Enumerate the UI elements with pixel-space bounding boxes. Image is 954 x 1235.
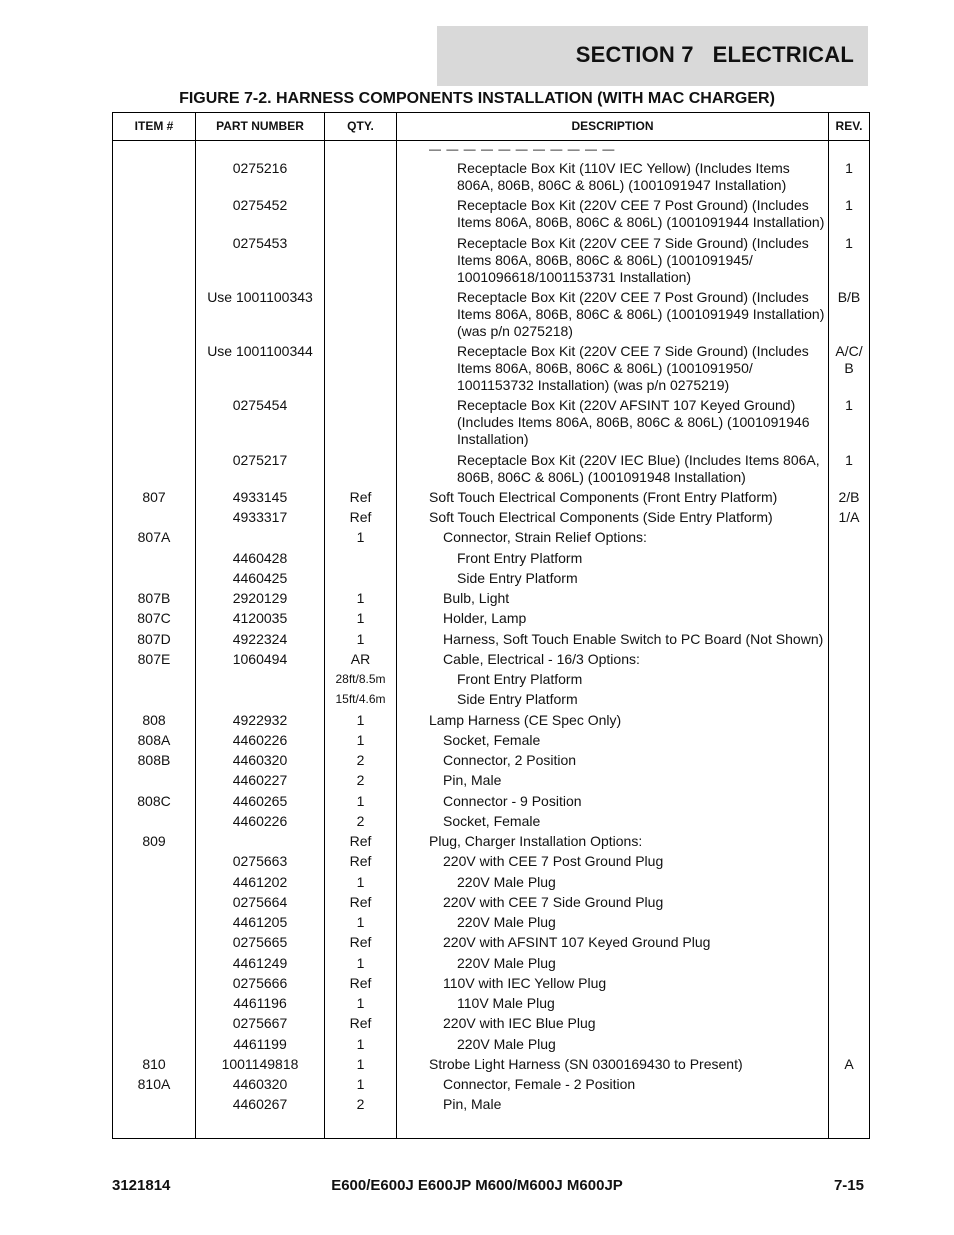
part-number: 4461199 bbox=[233, 1035, 287, 1052]
part-number: 4460320 bbox=[232, 752, 288, 768]
description-line: Connector, Strain Relief Options: bbox=[443, 529, 647, 546]
description-line: Connector - 9 Position bbox=[443, 792, 582, 809]
description-line: 220V Male Plug bbox=[457, 873, 556, 890]
page-number: 7-15 bbox=[833, 1177, 864, 1194]
item-number: 810 bbox=[142, 1055, 166, 1072]
part-number: 4460428 bbox=[232, 549, 288, 566]
revision-line: 1 bbox=[845, 197, 853, 214]
header-divider bbox=[113, 140, 869, 141]
description bbox=[457, 289, 827, 340]
revision-line: B bbox=[844, 360, 854, 376]
part-number: 4461205 bbox=[232, 914, 288, 930]
revision-line: 1 bbox=[845, 160, 853, 176]
part-number: 4120035 bbox=[232, 610, 288, 627]
description-line: Bulb, Light bbox=[443, 590, 510, 606]
description bbox=[429, 489, 825, 506]
description bbox=[443, 651, 827, 668]
quantity: Ref bbox=[349, 1015, 372, 1032]
description-line: Receptacle Box Kit (220V AFSINT 107 Keyed Ground) bbox=[457, 397, 796, 414]
revision bbox=[829, 235, 869, 252]
quantity: 1 bbox=[356, 630, 365, 647]
description bbox=[429, 1056, 825, 1073]
revision bbox=[829, 160, 869, 177]
revision-line: 1/A bbox=[838, 509, 860, 525]
quantity: 1 bbox=[356, 590, 365, 606]
description bbox=[457, 874, 827, 891]
description-line: Pin, Male bbox=[443, 1096, 502, 1113]
description-line: Harness, Soft Touch Enable Switch to PC Board (Not Shown) bbox=[443, 630, 824, 647]
revision bbox=[829, 1056, 869, 1073]
revision-line: 1 bbox=[845, 451, 853, 468]
quantity: 2 bbox=[356, 1096, 365, 1113]
revision bbox=[829, 489, 869, 506]
description bbox=[429, 833, 825, 850]
part-number: 4922932 bbox=[232, 711, 288, 728]
quantity: 1 bbox=[356, 873, 365, 890]
quantity: 1 bbox=[356, 529, 365, 546]
part-number: 0275454 bbox=[232, 397, 288, 414]
quantity: Ref bbox=[349, 974, 372, 991]
description bbox=[443, 732, 827, 749]
description-line: (was p/n 0275218) bbox=[457, 322, 573, 339]
description bbox=[457, 1036, 827, 1053]
description bbox=[457, 570, 827, 587]
description-line: Items 806A, 806B, 806C & 806L) (1001091944 Installation) bbox=[457, 214, 825, 231]
description bbox=[457, 691, 827, 708]
model-list: E600/E600J E600JP M600/M600J M600JP bbox=[331, 1177, 623, 1194]
description-line: 110V with IEC Yellow Plug bbox=[443, 974, 607, 991]
item-number: 810A bbox=[137, 1076, 171, 1092]
item-number: 808B bbox=[137, 752, 171, 768]
part-number: 2920129 bbox=[232, 590, 288, 606]
header-item: ITEM # bbox=[134, 119, 174, 133]
description-line: Front Entry Platform bbox=[457, 671, 583, 687]
description bbox=[443, 934, 827, 951]
description-line: Side Entry Platform bbox=[457, 569, 578, 586]
item-number: 808A bbox=[137, 731, 171, 748]
revision bbox=[829, 197, 869, 214]
part-number: 0275453 bbox=[232, 234, 288, 251]
part-number: 1060494 bbox=[232, 650, 288, 667]
quantity: 15ft/4.6m bbox=[335, 692, 386, 707]
part-number: 0275664 bbox=[232, 893, 288, 910]
description bbox=[457, 160, 827, 194]
description-line: 220V with IEC Blue Plug bbox=[443, 1015, 596, 1032]
description-line: Socket, Female bbox=[443, 731, 541, 748]
description-line: (Includes Items 806A, 806B, 806C & 806L) (1001091946 bbox=[457, 414, 810, 431]
revision-line: 1 bbox=[845, 397, 853, 414]
description bbox=[457, 671, 827, 688]
item-number: 807A bbox=[137, 529, 171, 546]
part-number: Use 1001100343 bbox=[207, 288, 313, 305]
description bbox=[443, 1015, 827, 1032]
section-title: SECTION 7 ELECTRICAL bbox=[575, 42, 854, 67]
column-divider bbox=[828, 113, 829, 1138]
quantity: AR bbox=[350, 650, 371, 667]
description-line: 220V Male Plug bbox=[457, 954, 556, 971]
part-number: 4460320 bbox=[232, 1076, 288, 1092]
description bbox=[443, 772, 827, 789]
description bbox=[443, 894, 827, 911]
part-number: 4922324 bbox=[232, 630, 288, 647]
description-line: Side Entry Platform bbox=[457, 691, 578, 708]
description-line: Receptacle Box Kit (220V IEC Blue) (Includes Items 806A, bbox=[457, 451, 820, 468]
description bbox=[457, 452, 827, 486]
description-line: Pin, Male bbox=[443, 772, 502, 789]
description-line: Front Entry Platform bbox=[457, 549, 583, 566]
quantity: 2 bbox=[356, 772, 365, 789]
description bbox=[443, 1096, 827, 1113]
description-line: Plug, Charger Installation Options: bbox=[429, 833, 643, 849]
quantity: Ref bbox=[349, 509, 372, 525]
description-line: Receptacle Box Kit (220V CEE 7 Post Ground) (Includes bbox=[457, 288, 809, 305]
header-qty: QTY. bbox=[347, 119, 374, 133]
quantity: 1 bbox=[356, 954, 365, 971]
part-number: 0275667 bbox=[232, 1015, 288, 1032]
quantity: Ref bbox=[349, 853, 372, 870]
part-number: 0275665 bbox=[232, 934, 288, 951]
description-line: Soft Touch Electrical Components (Front Entry Platform) bbox=[429, 488, 778, 505]
parts-table bbox=[112, 112, 870, 1139]
revision-line: 2/B bbox=[838, 488, 860, 505]
section-banner bbox=[437, 26, 868, 86]
description-line: Receptacle Box Kit (220V CEE 7 Side Ground) (Includes bbox=[457, 343, 809, 359]
description-line: Receptacle Box Kit (220V CEE 7 Post Ground) (Includes bbox=[457, 197, 809, 214]
header-part-number: PART NUMBER bbox=[216, 119, 304, 133]
quantity: 1 bbox=[356, 610, 365, 627]
quantity: 1 bbox=[356, 1055, 365, 1072]
separator-line: — — — — — — — — — — — bbox=[429, 142, 616, 156]
description-line: Socket, Female bbox=[443, 812, 541, 829]
description bbox=[457, 955, 827, 972]
quantity: 2 bbox=[356, 752, 365, 768]
part-number: 4461202 bbox=[232, 873, 288, 890]
part-number: 4461196 bbox=[233, 995, 287, 1011]
description bbox=[457, 197, 827, 231]
description-line: 220V with CEE 7 Post Ground Plug bbox=[443, 853, 664, 870]
quantity: 1 bbox=[356, 914, 365, 930]
part-number: 4461249 bbox=[232, 954, 288, 971]
revision-line: A/C/ bbox=[835, 343, 863, 359]
part-number: 4460265 bbox=[232, 792, 288, 809]
description bbox=[443, 1076, 827, 1093]
part-number: 0275666 bbox=[232, 974, 288, 991]
part-number: 0275216 bbox=[232, 160, 288, 176]
description-line: Connector, Female - 2 Position bbox=[443, 1076, 636, 1092]
revision bbox=[829, 343, 869, 377]
description-line: 220V with AFSINT 107 Keyed Ground Plug bbox=[443, 934, 711, 951]
item-number: 807D bbox=[137, 630, 171, 647]
description bbox=[443, 853, 827, 870]
description-line: 806B, 806C & 806L) (1001091948 Installation) bbox=[457, 468, 746, 485]
header-rev: REV. bbox=[835, 119, 863, 133]
quantity: 1 bbox=[356, 1035, 365, 1052]
description bbox=[457, 343, 827, 394]
item-number: 808 bbox=[142, 711, 166, 728]
quantity: 1 bbox=[356, 711, 365, 728]
description bbox=[443, 631, 827, 648]
part-number: 4460227 bbox=[232, 772, 288, 789]
part-number: 0275217 bbox=[232, 451, 288, 468]
description bbox=[457, 550, 827, 567]
revision bbox=[829, 397, 869, 414]
description-line: Holder, Lamp bbox=[443, 610, 527, 627]
revision-line: B/B bbox=[837, 288, 861, 305]
description-line: Installation) bbox=[457, 431, 529, 448]
description-line: Soft Touch Electrical Components (Side Entry Platform) bbox=[429, 509, 773, 525]
revision-line: 1 bbox=[845, 234, 853, 251]
description-line: 806A, 806B, 806C & 806L) (1001091947 Installation) bbox=[457, 177, 787, 193]
description bbox=[443, 975, 827, 992]
quantity: Ref bbox=[349, 893, 372, 910]
description bbox=[457, 397, 827, 448]
description-line: 220V Male Plug bbox=[457, 914, 556, 930]
quantity: 1 bbox=[356, 731, 365, 748]
description-line: 220V Male Plug bbox=[457, 1035, 556, 1052]
description-line: Items 806A, 806B, 806C & 806L) (1001091945/ bbox=[457, 251, 753, 268]
description bbox=[443, 813, 827, 830]
part-number: 4460226 bbox=[232, 812, 288, 829]
quantity: Ref bbox=[349, 488, 372, 505]
quantity: Ref bbox=[349, 833, 372, 849]
revision bbox=[829, 452, 869, 469]
description-line: Strobe Light Harness (SN 0300169430 to Present) bbox=[429, 1055, 743, 1072]
part-number: 4460425 bbox=[232, 569, 288, 586]
revision bbox=[829, 509, 869, 526]
part-number: 0275452 bbox=[232, 197, 288, 214]
quantity: 1 bbox=[356, 792, 365, 809]
revision-line: A bbox=[844, 1055, 854, 1072]
description-line: Receptacle Box Kit (220V CEE 7 Side Ground) (Includes bbox=[457, 234, 809, 251]
quantity: Ref bbox=[349, 934, 372, 951]
item-number: 807E bbox=[137, 650, 171, 667]
item-number: 807C bbox=[137, 610, 171, 627]
doc-number: 3121814 bbox=[112, 1177, 171, 1194]
part-number: Use 1001100344 bbox=[207, 343, 313, 359]
description bbox=[443, 793, 827, 810]
description-line: Items 806A, 806B, 806C & 806L) (1001091949 Installation) bbox=[457, 305, 825, 322]
part-number: 0275663 bbox=[232, 853, 288, 870]
part-number: 4933317 bbox=[232, 509, 288, 525]
description-line: 1001096618/1001153731 Installation) bbox=[457, 268, 692, 285]
description-line: Connector, 2 Position bbox=[443, 752, 577, 768]
description bbox=[429, 509, 825, 526]
description bbox=[443, 610, 827, 627]
part-number: 4460226 bbox=[232, 731, 288, 748]
description bbox=[457, 995, 827, 1012]
description-line: Cable, Electrical - 16/3 Options: bbox=[443, 650, 640, 667]
description-line: 1001153732 Installation) (was p/n 0275219) bbox=[457, 377, 730, 393]
description bbox=[429, 712, 825, 729]
revision bbox=[829, 289, 869, 306]
header-description: DESCRIPTION bbox=[571, 119, 654, 133]
quantity: 28ft/8.5m bbox=[335, 672, 386, 686]
description bbox=[443, 529, 827, 546]
description-line: Items 806A, 806B, 806C & 806L) (1001091950/ bbox=[457, 360, 753, 376]
figure-title: FIGURE 7-2. HARNESS COMPONENTS INSTALLATION (WITH MAC CHARGER) bbox=[179, 90, 775, 107]
column-divider bbox=[396, 113, 397, 1138]
part-number: 4933145 bbox=[232, 488, 288, 505]
quantity: 1 bbox=[356, 995, 365, 1011]
description-line: Receptacle Box Kit (110V IEC Yellow) (Includes Items bbox=[457, 160, 790, 176]
item-number: 807 bbox=[142, 488, 166, 505]
description bbox=[443, 590, 827, 607]
quantity: 2 bbox=[356, 812, 365, 829]
part-number: 1001149818 bbox=[221, 1055, 299, 1072]
item-number: 808C bbox=[137, 792, 171, 809]
description-line: Lamp Harness (CE Spec Only) bbox=[429, 711, 622, 728]
part-number: 4460267 bbox=[232, 1096, 288, 1113]
description-line: 110V Male Plug bbox=[457, 995, 555, 1011]
quantity: 1 bbox=[356, 1076, 365, 1092]
item-number: 809 bbox=[142, 833, 166, 849]
description bbox=[457, 914, 827, 931]
description bbox=[443, 752, 827, 769]
description bbox=[457, 235, 827, 286]
description-line: 220V with CEE 7 Side Ground Plug bbox=[443, 893, 664, 910]
item-number: 807B bbox=[137, 590, 171, 606]
